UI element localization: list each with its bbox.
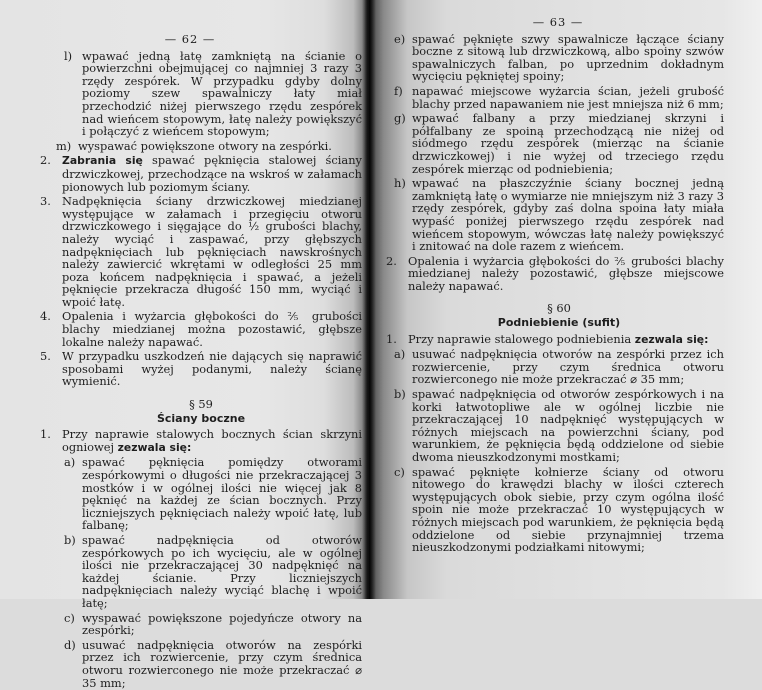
emphasis: zezwala się: bbox=[117, 440, 192, 454]
list-item bbox=[394, 112, 724, 175]
list-item bbox=[394, 177, 724, 253]
item-marker: f) bbox=[394, 83, 403, 98]
item-text: W przypadku uszkodzeń nie dających się naprawić sposobami wyżej podanymi, należy ścianę wymienić. bbox=[62, 349, 362, 389]
item-text: spawać nadpęknięcia od otworów zespórkowych po ich wycięciu, ale w ogólnej ilości nie przekraczającej 30 nadpęknięć na każdej ścianie. Przy liczniejszych nadpęknięciach należy wyciąć blachę i wpoić łatę; bbox=[82, 532, 362, 610]
item-marker: l) bbox=[64, 48, 73, 63]
book-gutter bbox=[362, 0, 376, 599]
list-item bbox=[64, 456, 362, 532]
item-marker: b) bbox=[64, 532, 76, 547]
item-text: wpawać jedną łatę zamkniętą na ścianie o powierzchni obejmującej co najmniej 3 razy 3 rzędy zespórek. W przypadku gdyby dolny poziomy szew spawalniczy łaty miał przechodzić niżej pierwszego rzędu zespórek nad wieńcem stopowym, łatę należy powiększyć i połączyć z wieńcem stopowym; bbox=[82, 48, 362, 139]
list-item bbox=[56, 140, 362, 153]
list-item bbox=[394, 388, 724, 464]
page-body bbox=[40, 50, 362, 690]
page-right bbox=[368, 0, 762, 599]
item-marker: c) bbox=[394, 464, 405, 479]
item-text: spawać pęknięcia pomiędzy otworami zespórkowymi o długości nie przekraczającej 3 mostków i w ogólnej ilości nie więcej jak 8 pęknięć na każdej ze ścian bocznych. Przy liczniejszych pęknięciach należy wpoić łatę, lub falbanę; bbox=[82, 455, 362, 533]
item-marker: 5. bbox=[40, 349, 51, 364]
list-item bbox=[394, 85, 724, 110]
numbered-item bbox=[386, 333, 724, 347]
numbered-item bbox=[40, 428, 362, 454]
numbered-item bbox=[40, 310, 362, 348]
item-text: usuwać nadpęknięcia otworów na zespórki przez ich rozwiercenie, przy czym średnica otworu rozwierconego nie może przekraczać ⌀ 35 mm; bbox=[412, 347, 724, 387]
item-text: napawać miejscowe wyżarcia ścian, jeżeli grubość blachy przed napawaniem nie jest mniejsza niż 6 mm; bbox=[412, 83, 724, 111]
item-marker: 1. bbox=[386, 331, 397, 346]
item-marker: c) bbox=[64, 610, 75, 625]
item-marker: a) bbox=[64, 455, 76, 470]
item-marker: 4. bbox=[40, 309, 51, 324]
item-marker: 2. bbox=[40, 153, 51, 168]
item-text: wyspawać powiększone pojedyńcze otwory na zespórki; bbox=[82, 610, 362, 638]
item-text: spawać pęknięte szwy spawalnicze łączące ściany boczne z sitową lub drzwiczkową, albo spoiny szwów spawalniczych falban, po uprzednim dokładnym wycięciu pękniętej spoiny; bbox=[412, 31, 724, 84]
item-marker: g) bbox=[394, 111, 406, 126]
page-body bbox=[386, 31, 724, 555]
item-text: wpawać falbany a przy miedzianej skrzyni i półfalbany ze spoiną przechodzącą nie niżej od siódmego rzędu zespórek (mierząc na ścianie drzwiczkowej) i nie wyżej od trzeciego rzędu zespórek mierząc od podniebienia; bbox=[412, 111, 724, 176]
list-item bbox=[394, 33, 724, 83]
item-text: wyspawać powiększone otwory na zespórki. bbox=[78, 138, 332, 153]
item-marker: a) bbox=[394, 347, 406, 362]
item-text: usuwać nadpęknięcia otworów na zespórki przez ich rozwiercenie, przy czym średnica otworu rozwierconego nie może przekraczać ⌀ 35 mm; bbox=[82, 637, 362, 690]
item-text: Nadpęknięcia ściany drzwiczkowej miedzianej występujące w załamach i przegięciu otworu drzwiczkowego i sięgające do ½ grubości blachy, należy wyciąć i zaspawać, przy głębszych nadpęknięciach lub pęknięciach nawskrośnych należy zawiercić wkrętami w odległości 25 mm poza końcem nadpęknięcia i spawać, a jeżeli pęknięcie przekracza długość 150 mm, wyciąć i wpoić łatę. bbox=[62, 194, 362, 309]
item-marker: 2. bbox=[386, 253, 397, 268]
numbered-item bbox=[40, 154, 362, 193]
item-text: spawać nadpęknięcia od otworów zespórkowych i na korki łatwotopliwe ale w ogólnej liczbie nie przekraczającej 10 nadpęknięć występujących w różnych miejscach na powierzchni ściany, pod warunkiem, że pęknięcia będą oddzielone od siebie dwoma nieuszkodzonymi mostkami; bbox=[412, 387, 724, 464]
list-item bbox=[64, 50, 362, 138]
list-item bbox=[394, 466, 724, 554]
numbered-item bbox=[40, 195, 362, 308]
list-item bbox=[64, 612, 362, 637]
page-number: — 63 — bbox=[532, 15, 584, 29]
page-left bbox=[0, 0, 368, 690]
item-marker: d) bbox=[64, 637, 76, 652]
item-text: wpawać na płaszczyźnie ściany bocznej jedną zamkniętą łatę o wymiarze nie mniejszym niż 3 razy 3 rzędy zespórek, gdyby zaś dolna spoina łaty miała wypaść poniżej pierwszego rzędu zespórek nad wieńcem stopowym, wówczas łatę należy powiększyć i znitować na dole razem z wieńcem. bbox=[412, 176, 724, 254]
item-marker: e) bbox=[394, 31, 406, 46]
list-item bbox=[64, 534, 362, 610]
numbered-item bbox=[386, 255, 724, 293]
item-text: Przy naprawie stalowych bocznych ścian skrzyni ogniowej zezwala się: bbox=[62, 427, 362, 454]
item-text: Zabrania się spawać pęknięcia stalowej ściany drzwiczkowej, przechodzące na wskroś w załamach pionowych lub poziomym ściany. bbox=[62, 153, 362, 194]
item-text: Opalenia i wyżarcia głębokości do ⅖ grubości blachy miedzianej należy pozostawić, głębsze miejscowe należy napawać. bbox=[408, 253, 724, 293]
item-marker: 1. bbox=[40, 427, 51, 442]
item-text: Przy naprawie stalowego podniebienia zezwala się: bbox=[408, 331, 709, 346]
item-marker: b) bbox=[394, 387, 406, 402]
numbered-item bbox=[40, 350, 362, 388]
item-text: spawać pęknięte kołnierze ściany od otworu nitowego do krawędzi blachy w ilości czterech występujących obok siebie, przy czym ogólna ilość spoin nie może przekraczać 10 występujących w różnych miejscach pod warunkiem, że pęknięcia będą oddzielone od siebie przynajmniej trzema nieuszkodzonymi podziałkami nitowymi; bbox=[412, 464, 724, 555]
item-marker: 3. bbox=[40, 194, 51, 209]
emphasis: Zabrania się bbox=[62, 154, 143, 168]
section-heading: Ściany boczne bbox=[156, 411, 246, 425]
emphasis: zezwala się: bbox=[634, 332, 709, 346]
item-marker: m) bbox=[56, 138, 72, 153]
item-marker: h) bbox=[394, 176, 406, 191]
page-number: — 62 — bbox=[164, 32, 216, 46]
section-number: § 59 bbox=[189, 397, 213, 412]
section-heading: Podniebienie (sufit) bbox=[497, 316, 621, 330]
section-number: § 60 bbox=[547, 301, 571, 316]
item-text: Opalenia i wyżarcia głębokości do ⅖ grubości blachy miedzianej można pozostawić, głębsze lokalne należy napawać. bbox=[62, 309, 362, 349]
list-item bbox=[64, 639, 362, 689]
list-item bbox=[394, 348, 724, 386]
